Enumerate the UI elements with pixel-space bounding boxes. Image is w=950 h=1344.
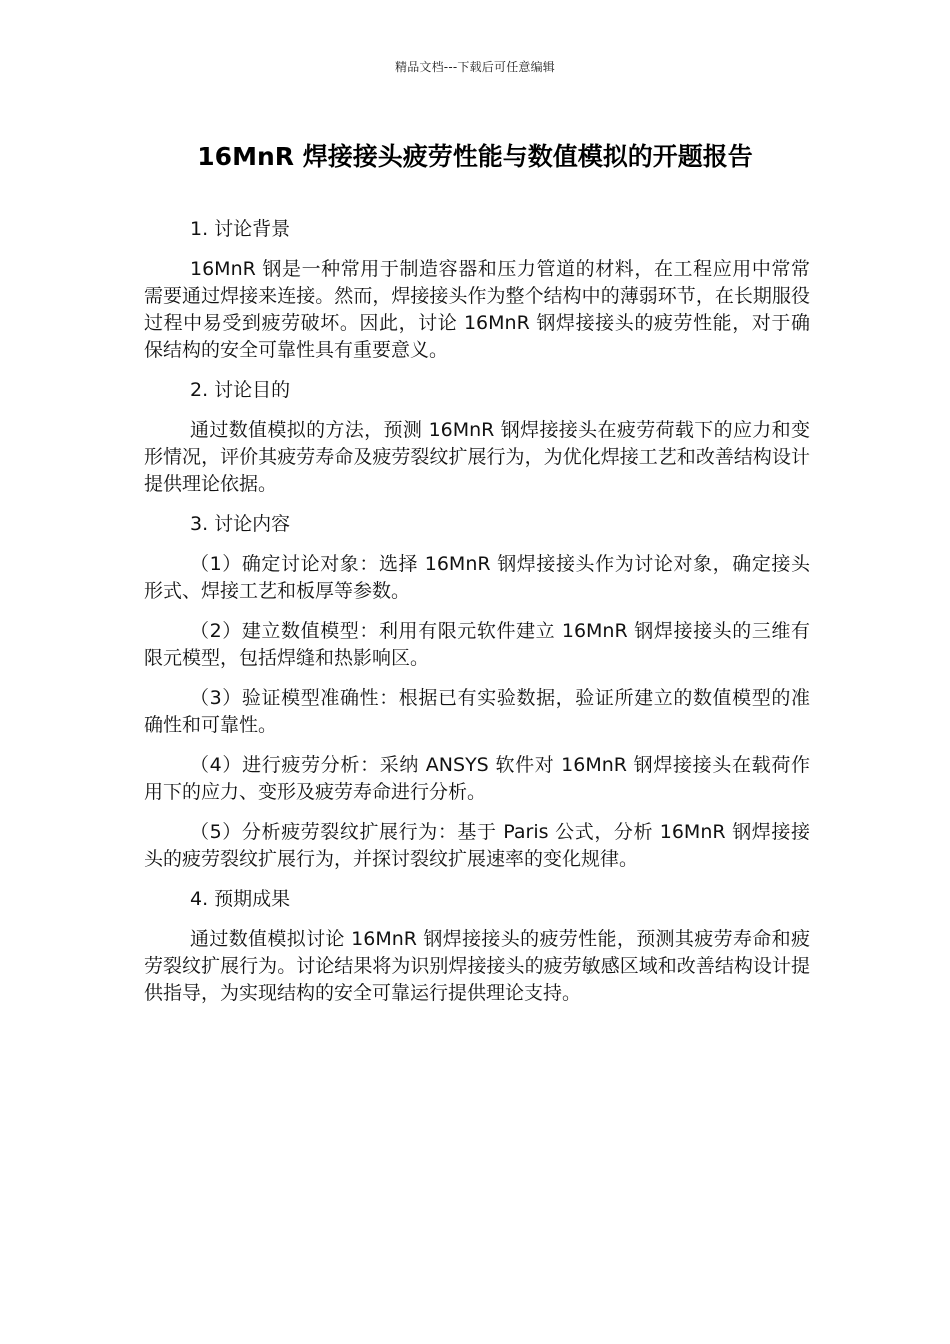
document-body [144, 216, 810, 1020]
section-heading-background: 1. 讨论背景 [190, 218, 291, 240]
content-item-4: （4）进行疲劳分析：采纳 ANSYS 软件对 16MnR 钢焊接接头在载荷作用下的应力、变形及疲劳寿命进行分析。 [144, 754, 810, 803]
document-title: 16MnR 焊接接头疲劳性能与数值模拟的开题报告 [197, 142, 753, 171]
purpose-paragraph: 通过数值模拟的方法，预测 16MnR 钢焊接接头在疲劳荷载下的应力和变形情况，评价其疲劳寿命及疲劳裂纹扩展行为，为优化焊接工艺和改善结构设计提供理论依据。 [144, 419, 810, 495]
section-heading-content: 3. 讨论内容 [190, 513, 291, 535]
content-item-1: （1）确定讨论对象：选择 16MnR 钢焊接接头作为讨论对象，确定接头形式、焊接工艺和板厚等参数。 [144, 553, 810, 602]
background-paragraph: 16MnR 钢是一种常用于制造容器和压力管道的材料，在工程应用中常常需要通过焊接来连接。然而，焊接接头作为整个结构中的薄弱环节，在长期服役过程中易受到疲劳破坏。因此，讨论 16MnR 钢焊接接头的疲劳性能，对于确保结构的安全可靠性具有重要意义。 [144, 258, 810, 361]
content-item-3: （3）验证模型准确性：根据已有实验数据，验证所建立的数值模型的准确性和可靠性。 [144, 687, 810, 736]
expected-results-paragraph: 通过数值模拟讨论 16MnR 钢焊接接头的疲劳性能，预测其疲劳寿命和疲劳裂纹扩展行为。讨论结果将为识别焊接接头的疲劳敏感区域和改善结构设计提供指导，为实现结构的安全可靠运行提供理论支持。 [144, 928, 810, 1004]
content-item-2: （2）建立数值模型：利用有限元软件建立 16MnR 钢焊接接头的三维有限元模型，包括焊缝和热影响区。 [144, 620, 810, 669]
section-heading-expected-results: 4. 预期成果 [190, 888, 291, 910]
content-item-5: （5）分析疲劳裂纹扩展行为：基于 Paris 公式，分析 16MnR 钢焊接接头的疲劳裂纹扩展行为，并探讨裂纹扩展速率的变化规律。 [144, 821, 810, 870]
header-note: 精品文档---下载后可任意编辑 [395, 60, 555, 74]
section-heading-purpose: 2. 讨论目的 [190, 379, 291, 401]
